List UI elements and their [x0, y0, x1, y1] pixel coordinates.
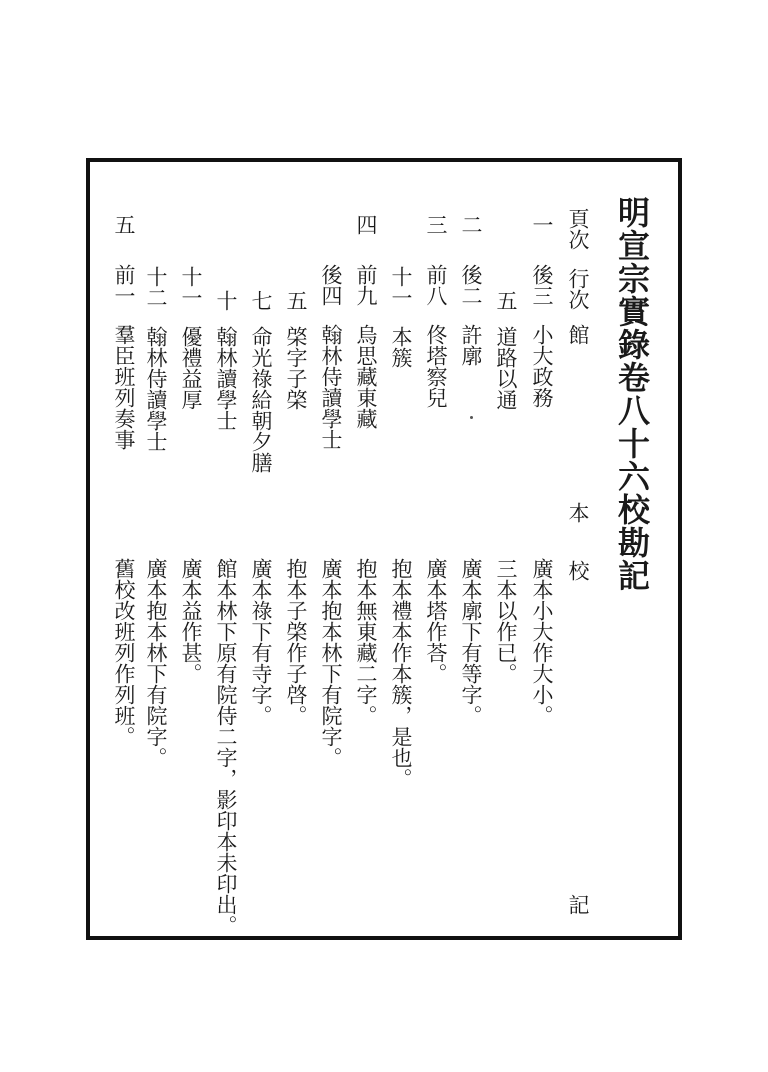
row-page: 四 — [354, 214, 378, 235]
row-line: 十一 — [389, 266, 413, 308]
row-text: 翰林讀學士 — [214, 326, 238, 431]
row-line: 五 — [494, 290, 518, 311]
row-text: 佟塔察兒 — [424, 324, 448, 408]
row-line: 前八 — [424, 264, 448, 306]
row-line: 後二 — [459, 264, 483, 306]
row-note: 廣本抱本林下有院字。 — [144, 558, 168, 768]
header-line-col: 行次 — [566, 268, 590, 310]
header-ben: 本 — [566, 502, 590, 523]
row-line: 十二 — [144, 266, 168, 308]
page-border — [86, 158, 682, 940]
row-line: 前九 — [354, 264, 378, 306]
row-note: 廣本廓下有等字。 — [459, 558, 483, 726]
row-text: 棨字子棨 — [284, 326, 308, 410]
row-line: 十一 — [179, 266, 203, 308]
header-page-line: 頁次 — [566, 208, 590, 250]
row-page: 三 — [424, 214, 448, 235]
row-note: 三本以作已。 — [494, 558, 518, 684]
row-note: 館本林下原有院侍二字，影印本未印出。 — [214, 558, 238, 936]
row-line: 十 — [214, 290, 238, 311]
row-note: 廣本祿下有寺字。 — [249, 558, 273, 726]
row-note: 廣本益作甚。 — [179, 558, 203, 684]
row-text: 道路以通 — [494, 326, 518, 410]
row-text: 小大政務 — [530, 324, 554, 408]
row-note: 舊校改班列作列班。 — [112, 558, 136, 747]
row-note: 抱本子棨作子啓。 — [284, 558, 308, 726]
row-text: 許廓 — [459, 324, 483, 366]
row-text: 本簇 — [389, 326, 413, 368]
row-page: 二 — [459, 214, 483, 235]
row-text: 羣臣班列奏事 — [112, 324, 136, 450]
row-note: 廣本抱本林下有院字。 — [319, 558, 343, 768]
row-note: 抱本無東藏二字。 — [354, 558, 378, 726]
stray-dot — [470, 416, 473, 419]
row-note: 廣本小大作大小。 — [530, 558, 554, 726]
row-text: 優禮益厚 — [179, 326, 203, 410]
row-text: 翰林侍讀學士 — [144, 326, 168, 452]
row-line: 前一 — [112, 264, 136, 306]
header-jiao: 校 — [566, 560, 590, 581]
row-note: 廣本塔作荅。 — [424, 558, 448, 684]
row-line: 後三 — [530, 264, 554, 306]
row-note: 抱本禮本作本簇，是也。 — [389, 558, 413, 789]
page-title: 明宣宗實錄卷八十六校勘記 — [613, 196, 651, 592]
row-text: 烏思藏東藏 — [354, 324, 378, 429]
row-text: 翰林侍讀學士 — [319, 324, 343, 450]
row-line: 五 — [284, 290, 308, 311]
row-text: 命光祿給朝夕膳 — [249, 326, 273, 473]
row-line: 後四 — [319, 264, 343, 306]
row-line: 七 — [249, 290, 273, 311]
row-page: 五 — [112, 214, 136, 235]
header-guan: 館 — [566, 324, 590, 345]
header-ji: 記 — [566, 894, 590, 915]
row-page: 一 — [530, 214, 554, 235]
